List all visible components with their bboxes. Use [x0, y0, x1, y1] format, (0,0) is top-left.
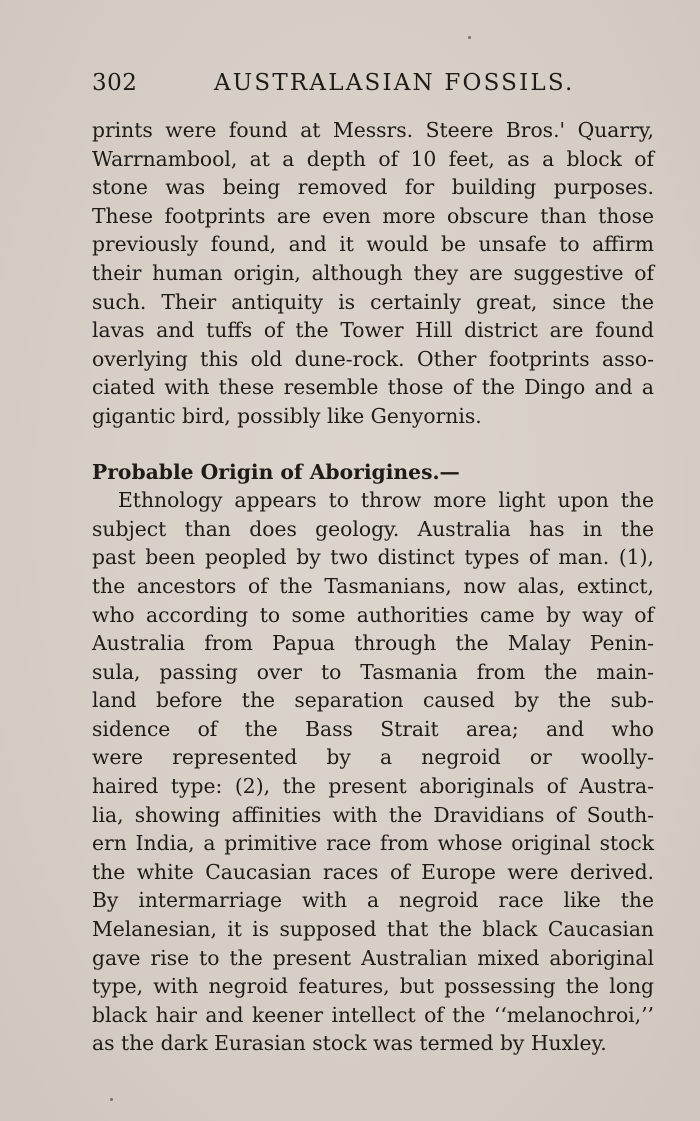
text-line: who according to some authorities came by way of: [92, 602, 654, 627]
paper-speck: [468, 36, 471, 39]
page-body: [92, 116, 654, 1058]
running-title: AUSTRALASIAN FOSSILS.: [214, 70, 575, 96]
text-line: stone was being removed for building purposes.: [92, 175, 654, 200]
text-line: These footprints are even more obscure than those: [92, 203, 654, 228]
text-line: black hair and keener intellect of the ‘‘melanochroi,’’: [92, 1002, 654, 1027]
text-line: were represented by a negroid or woolly-: [92, 745, 654, 770]
text-line: overlying this old dune-rock. Other footprints asso-: [92, 346, 654, 371]
text-line: as the dark Eurasian stock was termed by Huxley.: [92, 1031, 607, 1056]
paragraph-footprints: [92, 116, 654, 431]
text-line: sidence of the Bass Strait area; and who: [92, 716, 654, 741]
text-line: previously found, and it would be unsafe to affirm: [92, 232, 654, 257]
text-line: By intermarriage with a negroid race like the: [92, 888, 654, 913]
text-line: type, with negroid features, but possessing the long: [92, 974, 654, 999]
paper-speck: [110, 1098, 113, 1101]
text-line: Ethnology appears to throw more light upon the: [118, 488, 654, 513]
text-line: sula, passing over to Tasmania from the main-: [92, 659, 654, 684]
text-line: lavas and tuffs of the Tower Hill district are found: [92, 318, 654, 343]
text-line: the ancestors of the Tasmanians, now alas, extinct,: [92, 573, 654, 598]
text-line: subject than does geology. Australia has in the: [92, 516, 654, 541]
text-line: gave rise to the present Australian mixed aboriginal: [92, 945, 654, 970]
section-heading: Probable Origin of Aborigines.—: [92, 459, 460, 484]
text-line: the white Caucasian races of Europe were derived.: [92, 859, 654, 884]
page-number: 302: [92, 70, 138, 96]
text-line: lia, showing affinities with the Dravidians of South-: [92, 802, 654, 827]
text-line: prints were found at Messrs. Steere Bros.' Quarry,: [92, 118, 654, 142]
page-header: [92, 70, 662, 104]
text-line: haired type: (2), the present aboriginals of Austra-: [92, 774, 654, 799]
text-line: Melanesian, it is supposed that the black Caucasian: [92, 917, 654, 942]
text-line: ciated with these resemble those of the Dingo and a: [92, 375, 654, 400]
text-line: their human origin, although they are suggestive of: [92, 260, 654, 285]
text-line: land before the separation caused by the sub-: [92, 688, 654, 713]
text-line: such. Their antiquity is certainly great, since the: [92, 289, 654, 314]
text-line: Warrnambool, at a depth of 10 feet, as a block of: [92, 146, 654, 171]
text-line: gigantic bird, possibly like Genyornis.: [92, 403, 482, 428]
paragraph-ethnology: [92, 486, 654, 1058]
text-line: past been peopled by two distinct types of man. (1),: [92, 545, 654, 570]
text-line: ern India, a primitive race from whose original stock: [92, 831, 654, 856]
text-line: Australia from Papua through the Malay Penin-: [92, 631, 654, 656]
